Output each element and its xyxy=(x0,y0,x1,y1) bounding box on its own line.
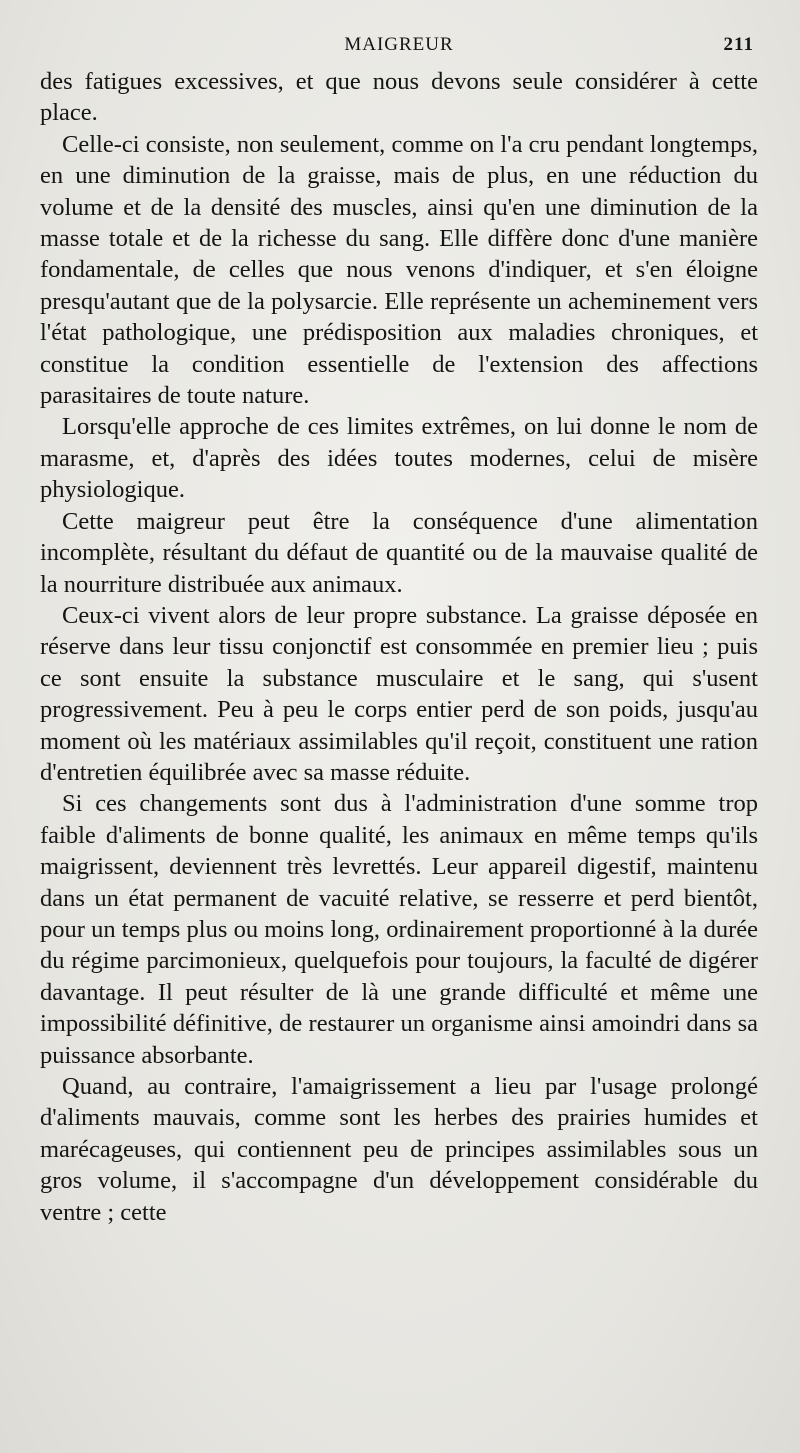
running-title: MAIGREUR xyxy=(344,34,454,55)
paragraph: Celle-ci consiste, non seulement, comme on l'a cru pendant longtemps, en une diminution de la graisse, mais de plus, en une réduction du volume et de la densité des muscles, ainsi qu'en une diminution de la masse totale et de la richesse du sang. Elle diffère donc d'une manière fondamentale, de celles que nous venons d'indiquer, et s'en éloigne presqu'autant que de la polysarcie. Elle représente un acheminement vers l'état pathologique, une prédisposition aux maladies chroniques, et constitue la condition essentielle de l'extension des affections parasitaires de toute nature. xyxy=(40,130,758,410)
paragraph: Ceux-ci vivent alors de leur propre substance. La graisse déposée en réserve dans leur tissu conjonctif est consommée en premier lieu ; puis ce sont ensuite la substance musculaire et le sang, qui s'usent progressivement. Peu à peu le corps entier perd de son poids, jusqu'au moment où les matériaux assimilables qu'il reçoit, constituent une ration d'entretien équilibrée avec sa masse réduite. xyxy=(40,601,758,786)
paragraph: Si ces changements sont dus à l'administration d'une somme trop faible d'aliments de bonne qualité, les animaux en même temps qu'ils maigrissent, deviennent très levrettés. Leur appareil digestif, maintenu dans un état permanent de vacuité relative, se resserre et perd bientôt, pour un temps plus ou moins long, ordinairement proportionné à la durée du régime parcimonieux, quelquefois pour toujours, la faculté de digérer davantage. Il peut résulter de là une grande difficulté et même une impossibilité définitive, de restaurer un organisme ainsi amoindri dans sa puissance absorbante. xyxy=(40,790,758,1069)
running-head xyxy=(40,34,758,66)
paragraph: Quand, au contraire, l'amaigrissement a lieu par l'usage prolongé d'aliments mauvais, comme sont les herbes des prairies humides et marécageuses, qui contiennent peu de principes assimilables sous un gros volume, il s'accompagne d'un développement considérable du ventre ; cette xyxy=(40,1073,758,1226)
paragraph-continuation: des fatigues excessives, et que nous devons seule considérer à cette place. xyxy=(40,68,758,127)
body-text xyxy=(40,66,758,1228)
paragraph: Lorsqu'elle approche de ces limites extrêmes, on lui donne le nom de marasme, et, d'après des idées toutes modernes, celui de misère physiologique. xyxy=(40,413,758,504)
paragraph: Cette maigreur peut être la conséquence d'une alimentation incomplète, résultant du défaut de quantité ou de la mauvaise qualité de la nourriture distribuée aux animaux. xyxy=(40,507,758,598)
page-number: 211 xyxy=(723,34,754,55)
